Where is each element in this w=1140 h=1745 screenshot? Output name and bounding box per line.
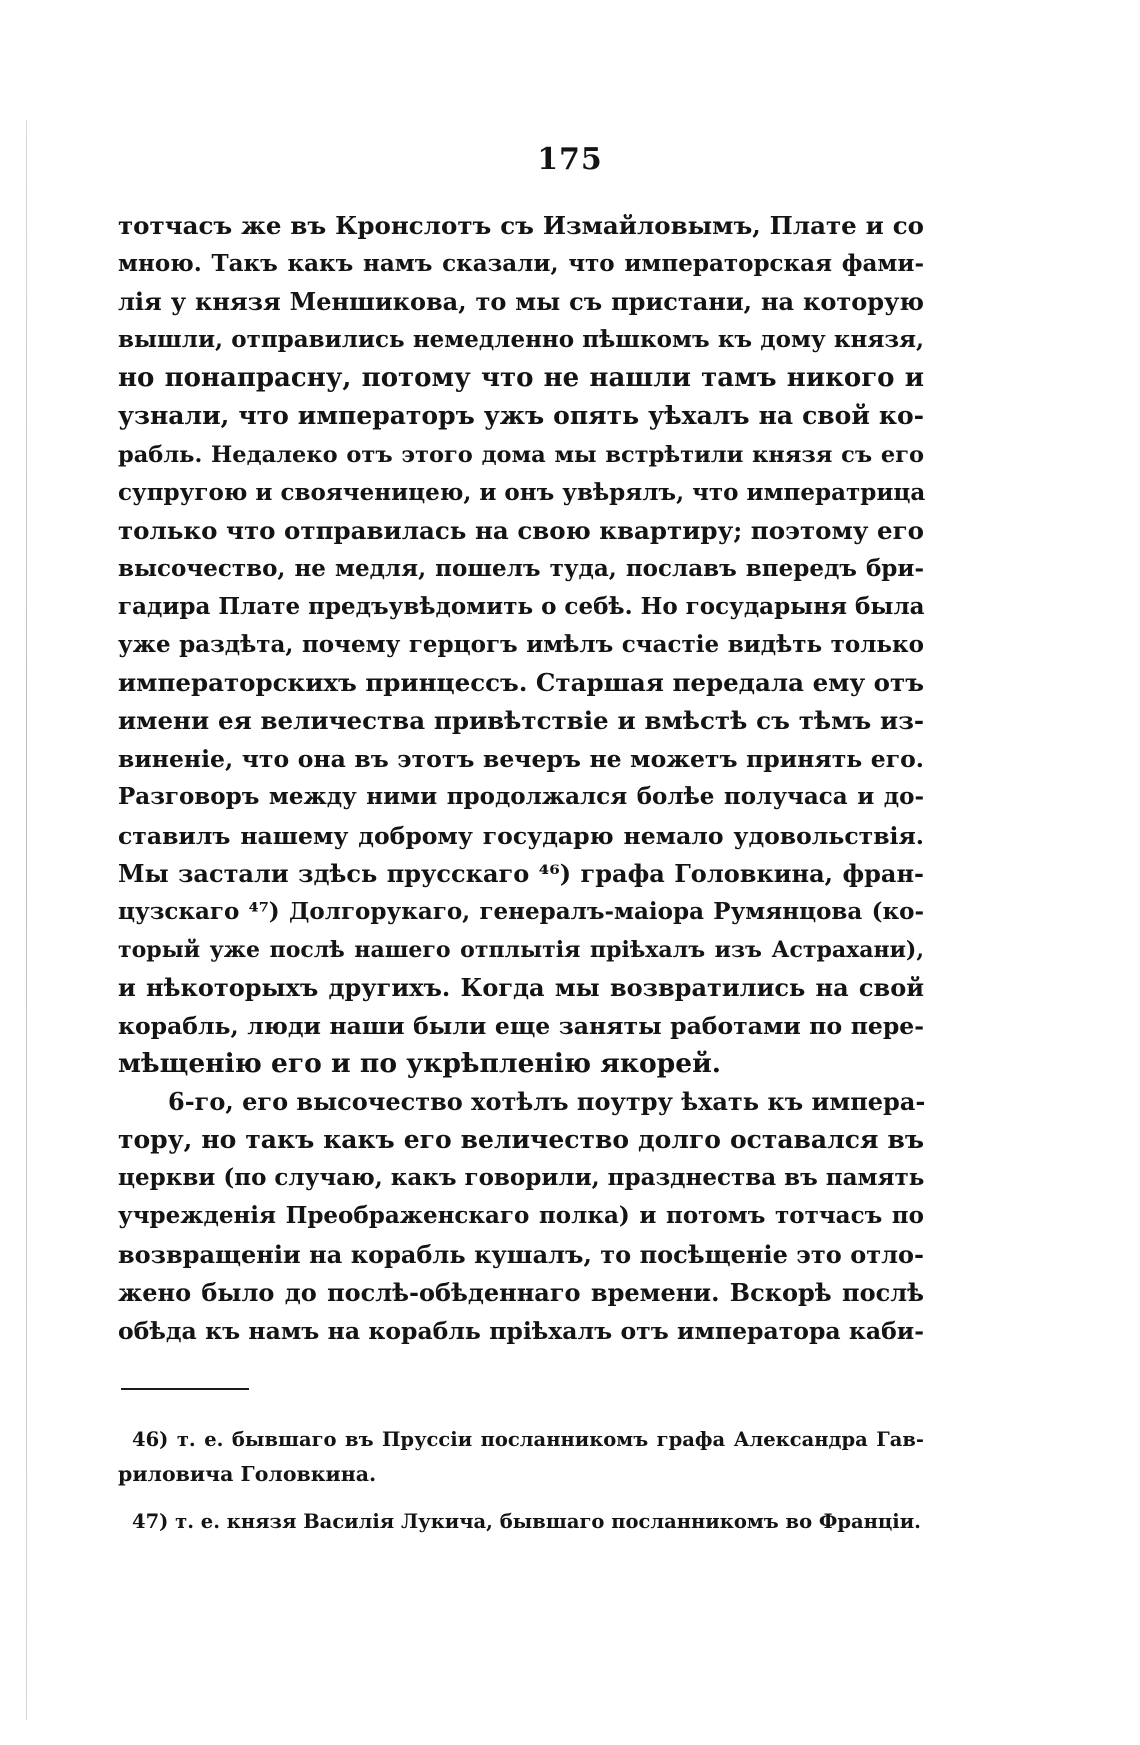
body-text xyxy=(118,207,924,1350)
footnote-gap xyxy=(118,1492,924,1504)
text-line: но понапрасну, потому что не нашли тамъ никого и xyxy=(118,363,924,394)
footnotes xyxy=(118,1422,924,1539)
text-line: жено было до послѣ-обѣденнаго времени. Вскорѣ послѣ xyxy=(118,1277,924,1307)
footnote-46-line1: 46) т. е. бывшаго въ Пруссіи посланникомъ графа Александра Гав- xyxy=(132,1428,924,1451)
footnote-47: 47) т. е. князя Василія Лукича, бывшаго посланникомъ во Франціи. xyxy=(132,1510,921,1533)
text-line: ставилъ нашему доброму государю немало удовольствія. xyxy=(118,821,924,850)
text-line: рабль. Недалеко отъ этого дома мы встрѣтили князя съ его xyxy=(118,441,924,468)
footnote-separator xyxy=(121,1388,249,1390)
text-line: виненіе, что она въ этотъ вечеръ не можетъ принять его. xyxy=(118,745,924,774)
text-line: высочество, не медля, пошелъ туда, пославъ впередъ бри- xyxy=(118,554,924,582)
text-line: гадира Плате предъувѣдомить о себѣ. Но государыня была xyxy=(118,592,925,620)
footnote-46-line2: риловича Головкина. xyxy=(118,1462,377,1486)
text-line: корабль, люди наши были еще заняты работами по пере- xyxy=(118,1011,924,1040)
text-line: и нѣкоторыхъ другихъ. Когда мы возвратились на свой xyxy=(118,972,924,1002)
paragraph-start-line: 6-го, его высочество хотѣлъ поутру ѣхать къ импера- xyxy=(168,1087,926,1117)
text-line: уже раздѣта, почему герцогъ имѣлъ счастіе видѣть только xyxy=(118,631,924,659)
text-line: церкви (по случаю, какъ говорили, празднества въ память xyxy=(118,1164,925,1192)
text-line: учрежденія Преображенскаго полка) и потомъ тотчасъ по xyxy=(118,1202,924,1230)
text-line: торый уже послѣ нашего отплытія пріѣхалъ изъ Астрахани), xyxy=(118,936,924,963)
paragraph-end-line: мѣщенію его и по укрѣпленію якорей. xyxy=(118,1048,721,1080)
text-line: мною. Такъ какъ намъ сказали, что императорская фами- xyxy=(118,250,924,278)
text-line: супругою и свояченицею, и онъ увѣрялъ, что императрица xyxy=(118,478,926,506)
text-line: цузскаго ⁴⁷) Долгорукаго, генералъ-маіора Румянцова (ко- xyxy=(118,897,924,925)
text-line: узнали, что императоръ ужъ опять уѣхалъ на свой ко- xyxy=(118,401,924,431)
text-line: имени ея величества привѣтствіе и вмѣстѣ съ тѣмъ из- xyxy=(118,706,924,736)
text-line: тору, но такъ какъ его величество долго оставался въ xyxy=(118,1125,924,1155)
text-line: тотчасъ же въ Кронслотъ съ Измайловымъ, Плате и со xyxy=(118,211,924,240)
text-line: обѣда къ намъ на корабль пріѣхалъ отъ императора каби- xyxy=(118,1316,924,1345)
text-line: Разговоръ между ними продолжался болѣе получаса и до- xyxy=(118,783,924,811)
text-line: только что отправилась на свою квартиру; поэтому его xyxy=(118,515,924,545)
scan-edge-line xyxy=(26,120,27,1720)
text-line: лія у князя Меншикова, то мы съ пристани, на которую xyxy=(118,287,924,317)
text-line: Мы застали здѣсь прусскаго ⁴⁶) графа Головкина, фран- xyxy=(118,858,924,888)
text-line: возвращеніи на корабль кушалъ, то посѣщеніе это отло- xyxy=(118,1239,924,1269)
text-line: императорскихъ принцессъ. Старшая передала ему отъ xyxy=(118,668,924,698)
page-number: 175 xyxy=(537,142,603,177)
text-line: вышли, отправились немедленно пѣшкомъ къ дому князя, xyxy=(118,326,924,354)
